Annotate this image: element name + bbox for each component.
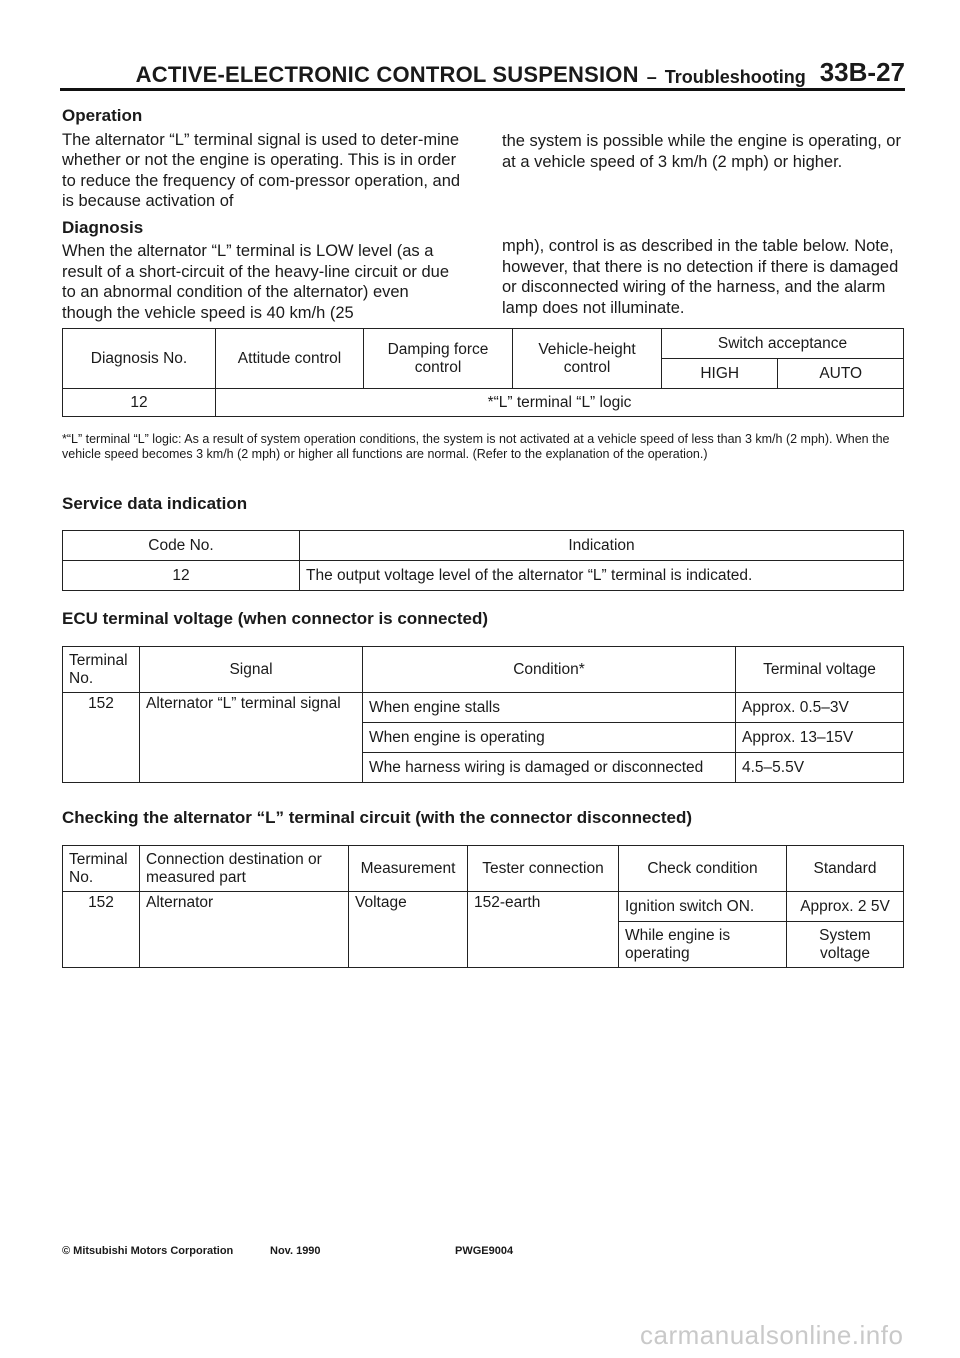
check-standard-2: System voltage bbox=[787, 922, 904, 968]
diagnosis-text-right: mph), control is as described in the table below. Note, however, that there is no detection if there is damaged or disconnected wiring of the harness, and the alarm lamp does not illuminate. bbox=[502, 237, 899, 317]
ecu-voltage-2: Approx. 13–15V bbox=[736, 723, 904, 753]
check-condition-1: Ignition switch ON. bbox=[619, 892, 787, 922]
header-subtitle: Troubleshooting bbox=[664, 67, 806, 87]
footer-copyright: © Mitsubishi Motors Corporation bbox=[62, 1245, 234, 1257]
ecu-condition-2: When engine is operating bbox=[363, 723, 736, 753]
ecu-voltage-table bbox=[62, 646, 904, 783]
check-circuit-table bbox=[62, 845, 904, 968]
th-indication: Indication bbox=[300, 531, 904, 561]
operation-text-right: the system is possible while the engine is operating, or at a vehicle speed of 3 km/h (2 mph) or higher. bbox=[502, 132, 901, 171]
check-standard-1: Approx. 2 5V bbox=[787, 892, 904, 922]
th-switch-acceptance: Switch acceptance bbox=[662, 329, 904, 359]
th-attitude-control: Attitude control bbox=[216, 329, 364, 389]
diagnosis-right-column bbox=[502, 236, 904, 324]
th-high: HIGH bbox=[662, 359, 778, 389]
footer-code: PWGE9004 bbox=[455, 1245, 514, 1257]
operation-right-column bbox=[502, 131, 904, 178]
header-title: ACTIVE-ELECTRONIC CONTROL SUSPENSION bbox=[135, 62, 639, 87]
check-condition-2: While engine is operating bbox=[619, 922, 787, 968]
ecu-heading: ECU terminal voltage (when connector is connected) bbox=[62, 609, 489, 628]
th-ecu-terminal-voltage: Terminal voltage bbox=[736, 647, 904, 693]
service-code: 12 bbox=[63, 561, 300, 591]
th-ecu-terminal-no: Terminal No. bbox=[63, 647, 140, 693]
th-ecu-signal: Signal bbox=[140, 647, 363, 693]
footer-date: Nov. 1990 bbox=[270, 1245, 321, 1257]
check-tester: 152-earth bbox=[468, 892, 619, 968]
ecu-terminal-152: 152 bbox=[63, 693, 140, 783]
th-damping-force: Damping force control bbox=[364, 329, 513, 389]
ecu-voltage-1: Approx. 0.5–3V bbox=[736, 693, 904, 723]
footnote: *“L” terminal “L” logic: As a result of system operation conditions, the system is not activated at a vehicle speed of less than 3 km/h (2 mph). When the vehicle speed becomes 3 km/h (2 mph) or higher all functions are normal. (Refer to the explanation of the operation.) bbox=[62, 432, 890, 461]
th-diagnosis-no: Diagnosis No. bbox=[63, 329, 216, 389]
th-auto: AUTO bbox=[778, 359, 904, 389]
diag-row-number: 12 bbox=[63, 389, 216, 417]
diagnosis-heading: Diagnosis bbox=[62, 217, 144, 237]
service-data-heading: Service data indication bbox=[62, 494, 248, 513]
ecu-voltage-3: 4.5–5.5V bbox=[736, 753, 904, 783]
th-code-no: Code No. bbox=[63, 531, 300, 561]
diag-row-value: *“L” terminal “L” logic bbox=[216, 389, 904, 417]
watermark: carmanualsonline.info bbox=[640, 1320, 904, 1350]
th-check-condition: Check condition bbox=[619, 846, 787, 892]
th-check-standard: Standard bbox=[787, 846, 904, 892]
th-vehicle-height: Vehicle-height control bbox=[513, 329, 662, 389]
ecu-condition-3: Whe harness wiring is damaged or disconnected bbox=[363, 753, 736, 783]
check-terminal-152: 152 bbox=[63, 892, 140, 968]
operation-text-left: The alternator “L” terminal signal is used to deter-mine whether or not the engine is operating. This is in order to reduce the frequency of com-pressor operation, and is because activation of bbox=[62, 130, 461, 210]
check-measurement: Voltage bbox=[349, 892, 468, 968]
th-check-tester: Tester connection bbox=[468, 846, 619, 892]
left-column bbox=[62, 104, 462, 329]
diagnosis-text-left: When the alternator “L” terminal is LOW level (as a result of a short-circuit of the heavy-line circuit or due to an abnormal condition of the alternator) even though the vehicle speed is 40 km/h (25 bbox=[62, 242, 450, 322]
th-ecu-condition: Condition* bbox=[363, 647, 736, 693]
header-dash: – bbox=[646, 67, 657, 87]
operation-heading: Operation bbox=[62, 106, 143, 125]
th-check-connection: Connection destination or measured part bbox=[140, 846, 349, 892]
th-check-measurement: Measurement bbox=[349, 846, 468, 892]
service-data-table bbox=[62, 530, 904, 591]
ecu-condition-1: When engine stalls bbox=[363, 693, 736, 723]
check-part: Alternator bbox=[140, 892, 349, 968]
service-indication: The output voltage level of the alternator “L” terminal is indicated. bbox=[300, 561, 904, 591]
page-header bbox=[60, 56, 905, 91]
ecu-signal-name: Alternator “L” terminal signal bbox=[140, 693, 363, 783]
page-number: 33B-27 bbox=[819, 57, 905, 87]
th-check-terminal-no: Terminal No. bbox=[63, 846, 140, 892]
check-heading: Checking the alternator “L” terminal circuit (with the connector disconnected) bbox=[62, 808, 693, 827]
diagnosis-table bbox=[62, 328, 904, 417]
